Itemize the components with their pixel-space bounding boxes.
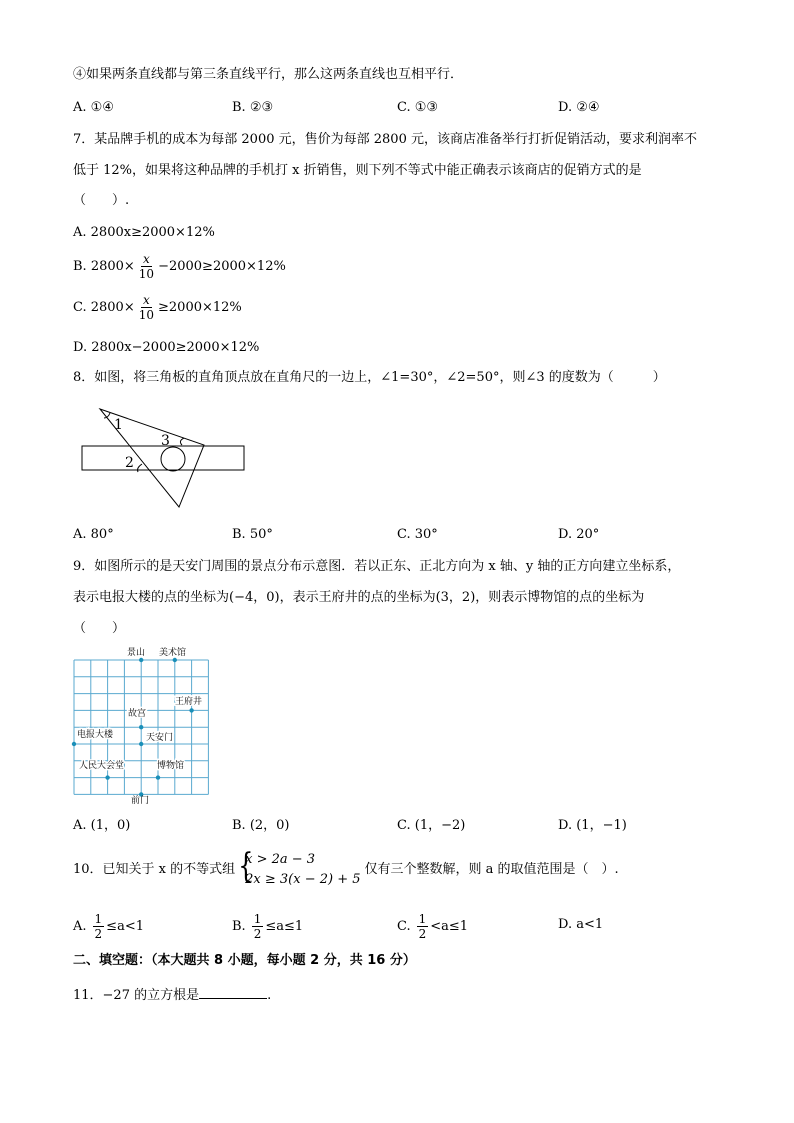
q7-option-c-suffix: ≥2000×12%	[158, 299, 242, 315]
q10-option-a-label: A.	[73, 918, 87, 934]
inequality-1: x > 2a − 3	[245, 852, 316, 867]
q8-option-a: A. 80°	[73, 527, 114, 542]
section-2-heading: 二、填空题：（本大题共 8 小题，每小题 2 分，共 16 分）	[73, 953, 416, 968]
fraction-numerator: x	[142, 293, 150, 307]
q9-option-c: C. (1，−2)	[397, 818, 466, 833]
fraction-one-half	[417, 912, 429, 941]
q6-option-a: A. ①④	[73, 100, 114, 115]
map-label-renmin: 人民大会堂	[79, 761, 125, 771]
q10-option-d: D. a<1	[558, 917, 604, 932]
q8-option-b: B. 50°	[232, 527, 273, 542]
fraction-denominator: 2	[94, 927, 103, 941]
fraction-one-half	[93, 912, 105, 941]
map-point-dianbao	[72, 742, 76, 746]
fraction-denominator: 10	[138, 267, 155, 281]
q9-tiananmen-map	[68, 642, 218, 808]
q8-text: 8．如图，将三角板的直角顶点放在直角尺的一边上，∠1=30°，∠2=50°，则∠3 的度数为（ ）	[73, 370, 666, 385]
map-point-tiananmen	[139, 742, 143, 746]
q9-text-line-2: 表示电报大楼的点的坐标为(−4，0)，表示王府井的点的坐标为(3，2)，则表示博物馆的点的坐标为	[73, 590, 645, 605]
map-label-wangfujing: 王府井	[175, 697, 203, 707]
map-label-qianmen: 前门	[131, 796, 150, 806]
q8-option-c: C. 30°	[397, 527, 438, 542]
fraction-numerator: 1	[253, 912, 262, 926]
q7-option-b-prefix: B. 2800×	[73, 258, 135, 274]
angle-label-3: 3	[161, 433, 170, 449]
q10-option-c-rest: <a≤1	[430, 918, 469, 934]
map-label-bowuguan: 博物馆	[157, 761, 185, 771]
q10-suffix: 仅有三个整数解，则 a 的取值范围是（ ）.	[364, 862, 619, 877]
q10-option-c	[397, 912, 468, 941]
q11-text	[73, 984, 271, 1005]
q10-option-c-label: C.	[397, 918, 411, 934]
answer-blank[interactable]	[199, 984, 267, 999]
q9-option-a: A. (1，0)	[73, 818, 131, 833]
q8-option-d: D. 20°	[558, 527, 600, 542]
q7-option-c	[73, 293, 242, 322]
angle-2-arc	[138, 464, 143, 472]
q7-option-b	[73, 252, 286, 281]
left-brace: {	[238, 846, 254, 886]
q6-option-b: B. ②③	[232, 100, 274, 115]
map-label-jingshan: 景山	[127, 648, 146, 658]
q6-statement-4: ④如果两条直线都与第三条直线平行，那么这两条直线也互相平行．	[73, 67, 464, 82]
q8-triangle-ruler-figure	[76, 404, 252, 514]
triangle-hole	[161, 447, 185, 471]
q10-prefix: 10．已知关于 x 的不等式组	[73, 862, 236, 877]
map-label-gugong: 故宫	[128, 709, 147, 719]
map-point-bowuguan	[156, 775, 160, 779]
fraction-denominator: 10	[138, 308, 155, 322]
fraction-one-half	[252, 912, 264, 941]
q6-option-c: C. ①③	[397, 100, 439, 115]
map-point-gugong	[139, 725, 143, 729]
fraction-numerator: 1	[418, 912, 427, 926]
q7-option-d: D. 2800x−2000≥2000×12%	[73, 340, 260, 355]
angle-label-2: 2	[125, 455, 134, 471]
q11-end: .	[267, 988, 272, 1003]
q10-option-b-rest: ≤a≤1	[265, 918, 304, 934]
q10-option-b-label: B.	[232, 918, 246, 934]
fraction-numerator: x	[143, 252, 150, 266]
inequality-2: 2x ≥ 3(x − 2) + 5	[245, 872, 361, 887]
q10-option-a-rest: ≤a<1	[106, 918, 144, 934]
q7-option-c-prefix: C. 2800×	[73, 299, 135, 315]
q11-question: 11．−27 的立方根是	[73, 988, 200, 1003]
angle-label-1: 1	[114, 417, 123, 433]
fraction-denominator: 2	[253, 927, 262, 941]
q7-text-line-3: （ ）.	[73, 193, 130, 208]
map-point-meishuguan	[173, 658, 177, 662]
map-point-jingshan	[139, 658, 143, 662]
map-point-wangfujing	[189, 708, 193, 712]
fraction-numerator: 1	[94, 912, 103, 926]
q9-option-b: B. (2，0)	[232, 818, 290, 833]
fraction-x-over-10	[137, 252, 156, 281]
fraction-denominator: 2	[418, 927, 427, 941]
q9-option-d: D. (1，−1)	[558, 818, 627, 833]
q7-option-b-suffix: −2000≥2000×12%	[158, 258, 286, 274]
angle-3-arc	[180, 438, 184, 445]
fraction-x-over-10	[137, 293, 156, 322]
q7-text-line-2: 低于 12%，如果将这种品牌的手机打 x 折销售，则下列不等式中能正确表示该商店的促销方式的是	[73, 163, 642, 178]
q9-text-line-3: （ ）	[73, 621, 126, 636]
map-label-meishuguan: 美术馆	[159, 648, 187, 658]
inequality-system	[235, 846, 361, 890]
q10-option-a	[73, 912, 144, 941]
q6-option-d: D. ②④	[558, 100, 600, 115]
q10-text	[73, 846, 619, 890]
map-label-dianbao: 电报大楼	[77, 730, 114, 740]
q9-text-line-1: 9．如图所示的是天安门周围的景点分布示意图．若以正东、正北方向为 x 轴、y 轴的正方向建立坐标系，	[73, 559, 681, 574]
map-point-renmin	[105, 775, 109, 779]
q7-text-line-1: 7．某品牌手机的成本为每部 2000 元，售价为每部 2800 元，该商店准备举行打折促销活动，要求利润率不	[73, 132, 697, 147]
map-label-tiananmen: 天安门	[146, 733, 174, 743]
q10-option-b	[232, 912, 303, 941]
q7-option-a: A. 2800x≥2000×12%	[73, 225, 215, 240]
